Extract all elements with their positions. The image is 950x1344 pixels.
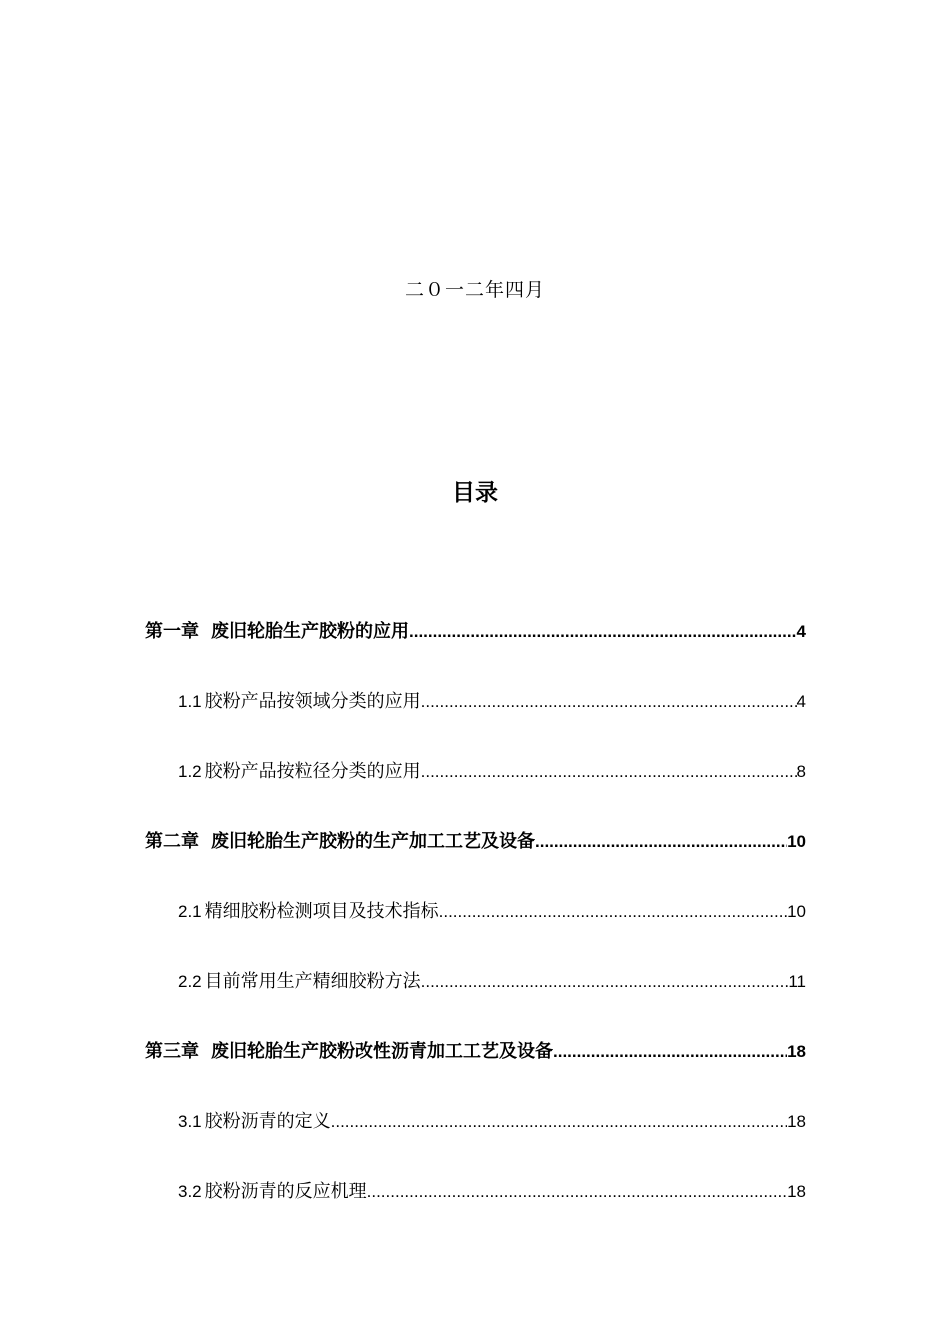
toc-entry-section-2-1[interactable] — [178, 895, 806, 929]
toc-entry-section-1-2[interactable] — [178, 755, 806, 789]
toc-page-number: 18 — [787, 1112, 806, 1131]
toc-entry-section-2-2[interactable] — [178, 965, 806, 999]
toc-entry-section-3-1[interactable] — [178, 1105, 806, 1139]
toc-entry-section-1-1[interactable] — [178, 685, 806, 719]
toc-leader — [409, 615, 797, 649]
toc-entry-title: 废旧轮胎生产胶粉改性沥青加工工艺及设备 — [211, 1041, 553, 1062]
toc-entry-chapter-3[interactable] — [145, 1035, 806, 1069]
toc-leader — [421, 755, 797, 789]
toc-entry-number: 2.1 — [178, 902, 202, 921]
toc-page-number: 4 — [796, 692, 806, 711]
toc-entry-chapter-1[interactable] — [145, 615, 806, 649]
toc-page-number: 10 — [787, 832, 806, 851]
toc-page-number: 4 — [796, 622, 806, 641]
toc-page-number: 8 — [796, 762, 806, 781]
toc-page-number: 11 — [788, 972, 806, 991]
toc-page-number: 10 — [787, 902, 806, 921]
toc-leader — [367, 1175, 787, 1209]
toc-leader — [331, 1105, 787, 1139]
toc-entry-number: 第二章 — [145, 831, 199, 852]
cover-date: 二０一二年四月 — [404, 279, 545, 301]
toc-entry-title: 目前常用生产精细胶粉方法 — [204, 971, 421, 992]
toc-leader — [421, 965, 789, 999]
toc-entry-number: 3.2 — [178, 1182, 202, 1201]
toc-entry-chapter-2[interactable] — [145, 825, 806, 859]
toc-page-number: 18 — [787, 1042, 806, 1061]
toc-title: 目录 — [452, 479, 498, 506]
toc-page-number: 18 — [787, 1182, 806, 1201]
toc-leader — [535, 825, 787, 859]
toc-leader — [553, 1035, 787, 1069]
toc-leader — [439, 895, 787, 929]
toc-entry-title: 废旧轮胎生产胶粉的应用 — [211, 621, 409, 642]
toc-entry-title: 胶粉产品按领域分类的应用 — [204, 691, 421, 712]
toc-entry-title: 胶粉沥青的定义 — [204, 1111, 331, 1132]
toc-entry-title: 胶粉产品按粒径分类的应用 — [204, 761, 421, 782]
toc-entry-title: 精细胶粉检测项目及技术指标 — [204, 901, 439, 922]
toc-entry-number: 1.2 — [178, 762, 202, 781]
toc-entry-section-3-2[interactable] — [178, 1175, 806, 1209]
toc-entry-number: 2.2 — [178, 972, 202, 991]
toc-entry-number: 第三章 — [145, 1041, 199, 1062]
toc-leader — [421, 685, 797, 719]
toc-entry-number: 1.1 — [178, 692, 202, 711]
toc-entry-number: 第一章 — [145, 621, 199, 642]
toc-entry-title: 废旧轮胎生产胶粉的生产加工工艺及设备 — [211, 831, 535, 852]
toc-entry-number: 3.1 — [178, 1112, 202, 1131]
toc-entry-title: 胶粉沥青的反应机理 — [204, 1181, 367, 1202]
